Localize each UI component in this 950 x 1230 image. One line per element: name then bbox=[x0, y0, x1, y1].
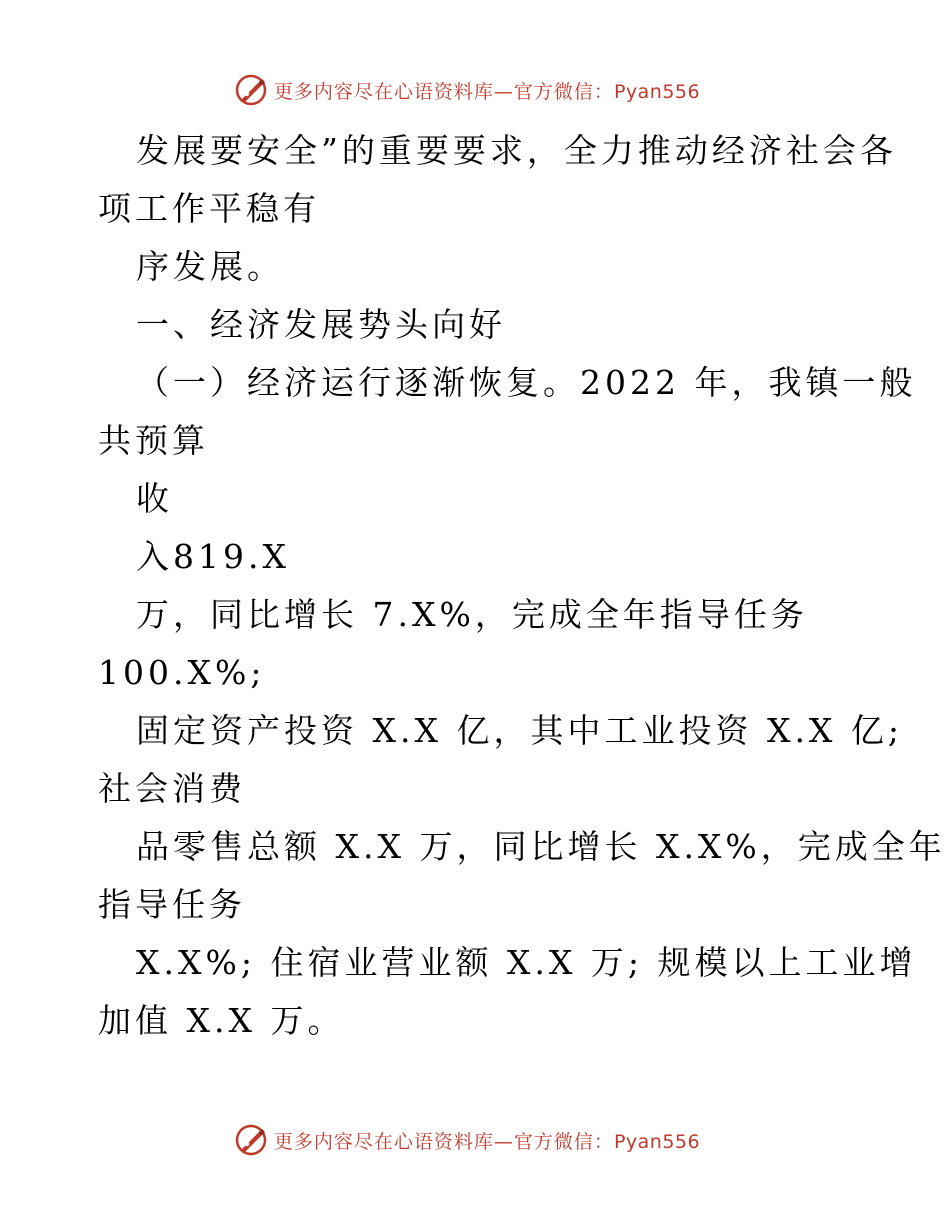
paragraph-line: 共预算 bbox=[98, 421, 209, 460]
header-banner-wechat-id: Pyan556 bbox=[613, 80, 701, 103]
footer-banner-text bbox=[274, 1127, 700, 1154]
paragraph-line: 入819.X bbox=[136, 537, 290, 576]
header-banner-label: 官方微信： bbox=[513, 80, 614, 103]
section-heading: 一、经济发展势头向好 bbox=[136, 305, 506, 344]
footer-banner-label: 官方微信： bbox=[513, 1130, 614, 1153]
header-banner-text bbox=[274, 77, 700, 104]
paragraph-line: 项工作平稳有 bbox=[98, 189, 320, 228]
paragraph-line: 指导任务 bbox=[98, 885, 246, 924]
header-watermark-banner bbox=[0, 70, 950, 110]
paragraph-line: X.X%; 住宿业营业额 X.X 万; 规模以上工业增 bbox=[136, 943, 917, 982]
document-body bbox=[98, 122, 946, 1050]
footer-watermark-banner bbox=[0, 1120, 950, 1160]
paragraph-line: 加值 X.X 万。 bbox=[98, 1001, 345, 1040]
pen-logo-icon bbox=[234, 1123, 268, 1157]
pen-logo-icon bbox=[234, 73, 268, 107]
header-banner-dash: — bbox=[493, 80, 514, 103]
footer-banner-dash: — bbox=[493, 1130, 514, 1153]
paragraph-line: 万，同比增长 7.X%，完成全年指导任务 bbox=[136, 595, 808, 634]
paragraph-line: 固定资产投资 X.X 亿，其中工业投资 X.X 亿; bbox=[136, 711, 904, 750]
paragraph-line: 收 bbox=[136, 479, 173, 518]
paragraph-line: 社会消费 bbox=[98, 769, 246, 808]
paragraph-line: 100.X%; bbox=[98, 653, 266, 692]
paragraph-line: 品零售总额 X.X 万，同比增长 X.X%，完成全年 bbox=[136, 827, 946, 866]
paragraph-line: 发展要安全”的重要要求，全力推动经济社会各 bbox=[136, 131, 897, 170]
paragraph-line: 序发展。 bbox=[136, 247, 284, 286]
footer-banner-wechat-id: Pyan556 bbox=[613, 1130, 701, 1153]
footer-banner-title: 更多内容尽在心语资料库 bbox=[273, 1130, 494, 1153]
header-banner-title: 更多内容尽在心语资料库 bbox=[273, 80, 494, 103]
paragraph-line: （一）经济运行逐渐恢复。2022 年，我镇一般 bbox=[136, 363, 917, 402]
